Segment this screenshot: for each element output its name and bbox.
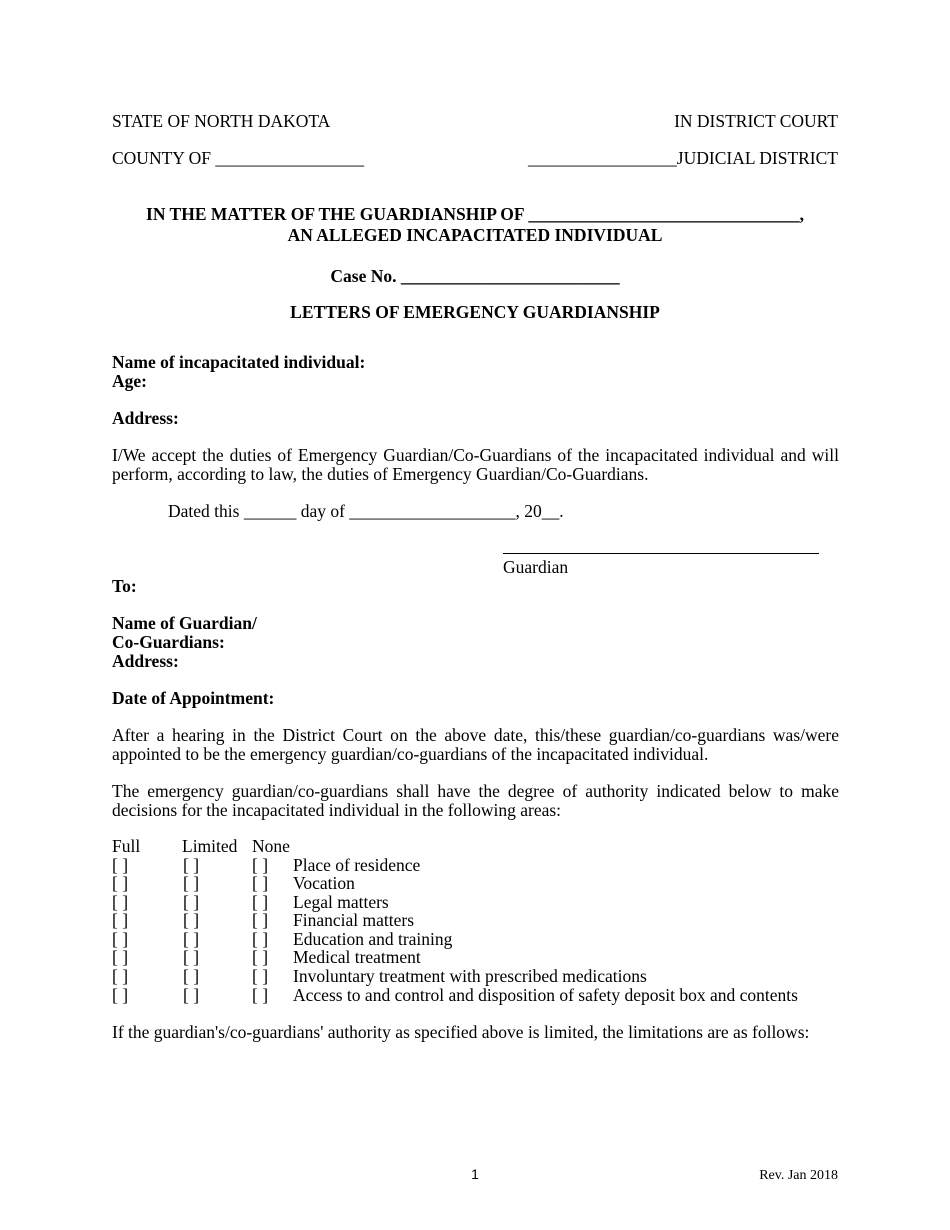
authority-area: Access to and control and disposition of safety deposit box and contents: [293, 985, 798, 1005]
limited-checkbox[interactable]: [ ]: [183, 892, 200, 912]
full-checkbox[interactable]: [ ]: [112, 892, 129, 912]
case-number: Case No. _________________________: [330, 266, 620, 286]
authority-area: Place of residence: [293, 855, 421, 875]
none-checkbox[interactable]: [ ]: [252, 985, 269, 1005]
none-checkbox[interactable]: [ ]: [252, 966, 269, 986]
judicial-district-line: _________________JUDICIAL DISTRICT: [528, 148, 838, 168]
document-title: LETTERS OF EMERGENCY GUARDIANSHIP: [290, 302, 660, 322]
limitations-paragraph: If the guardian's/co-guardians' authority as specified above is limited, the limitations are as follows:: [112, 1022, 810, 1042]
header-none: None: [252, 836, 290, 856]
caption-line-2: AN ALLEGED INCAPACITATED INDIVIDUAL: [287, 225, 663, 245]
limited-checkbox[interactable]: [ ]: [183, 855, 200, 875]
authority-row: [112, 930, 852, 949]
full-checkbox[interactable]: [ ]: [112, 929, 129, 949]
caption-line-1: IN THE MATTER OF THE GUARDIANSHIP OF _______________________________,: [146, 204, 804, 224]
header-full: Full: [112, 836, 141, 856]
full-checkbox[interactable]: [ ]: [112, 910, 129, 930]
authority-row: [112, 986, 852, 1005]
authority-row: [112, 911, 852, 930]
authority-row: [112, 874, 852, 893]
authority-area: Vocation: [293, 873, 355, 893]
authority-row: [112, 893, 852, 912]
limited-checkbox[interactable]: [ ]: [183, 985, 200, 1005]
none-checkbox[interactable]: [ ]: [252, 892, 269, 912]
none-checkbox[interactable]: [ ]: [252, 855, 269, 875]
authority-row: [112, 948, 852, 967]
full-checkbox[interactable]: [ ]: [112, 985, 129, 1005]
none-checkbox[interactable]: [ ]: [252, 929, 269, 949]
authority-area: Education and training: [293, 929, 453, 949]
header-limited: Limited: [182, 836, 238, 856]
signature-line: [503, 553, 819, 554]
date-of-appointment-label: Date of Appointment:: [112, 688, 275, 708]
authority-area: Financial matters: [293, 910, 415, 930]
none-checkbox[interactable]: [ ]: [252, 873, 269, 893]
full-checkbox[interactable]: [ ]: [112, 855, 129, 875]
signature-label: Guardian: [503, 557, 569, 577]
none-checkbox[interactable]: [ ]: [252, 947, 269, 967]
authority-row: [112, 856, 852, 875]
guardian-name-label-1: Name of Guardian/: [112, 613, 257, 633]
dated-line: Dated this ______ day of ___________________, 20__.: [168, 501, 564, 521]
full-checkbox[interactable]: [ ]: [112, 873, 129, 893]
individual-name-label: Name of incapacitated individual:: [112, 352, 366, 372]
individual-age-label: Age:: [112, 371, 147, 391]
individual-address-label: Address:: [112, 408, 179, 428]
revision-date: Rev. Jan 2018: [759, 1168, 838, 1183]
state-name: STATE OF NORTH DAKOTA: [112, 111, 331, 131]
authority-row: [112, 967, 852, 986]
county-line: COUNTY OF _________________: [112, 148, 365, 168]
hearing-paragraph: After a hearing in the District Court on the above date, this/these guardian/co-guardians was/were appointed to be the emergency guardian/co-guardians of the incapacitated individual.: [112, 725, 839, 764]
guardian-address-label: Address:: [112, 651, 179, 671]
authority-area: Medical treatment: [293, 947, 421, 967]
limited-checkbox[interactable]: [ ]: [183, 910, 200, 930]
authority-table-header: [112, 837, 852, 856]
limited-checkbox[interactable]: [ ]: [183, 873, 200, 893]
authority-paragraph: The emergency guardian/co-guardians shall have the degree of authority indicated below to make decisions for the incapacitated individual in the following areas:: [112, 781, 839, 820]
full-checkbox[interactable]: [ ]: [112, 947, 129, 967]
court-name: IN DISTRICT COURT: [674, 111, 838, 131]
limited-checkbox[interactable]: [ ]: [183, 929, 200, 949]
limited-checkbox[interactable]: [ ]: [183, 966, 200, 986]
full-checkbox[interactable]: [ ]: [112, 966, 129, 986]
authority-area: Legal matters: [293, 892, 389, 912]
page-number: 1: [471, 1166, 479, 1182]
to-label: To:: [112, 576, 137, 596]
limited-checkbox[interactable]: [ ]: [183, 947, 200, 967]
authority-area: Involuntary treatment with prescribed medications: [293, 966, 647, 986]
none-checkbox[interactable]: [ ]: [252, 910, 269, 930]
guardian-name-label-2: Co-Guardians:: [112, 632, 225, 652]
acceptance-paragraph: I/We accept the duties of Emergency Guardian/Co-Guardians of the incapacitated individual and will perform, according to law, the duties of Emergency Guardian/Co-Guardians.: [112, 445, 839, 484]
